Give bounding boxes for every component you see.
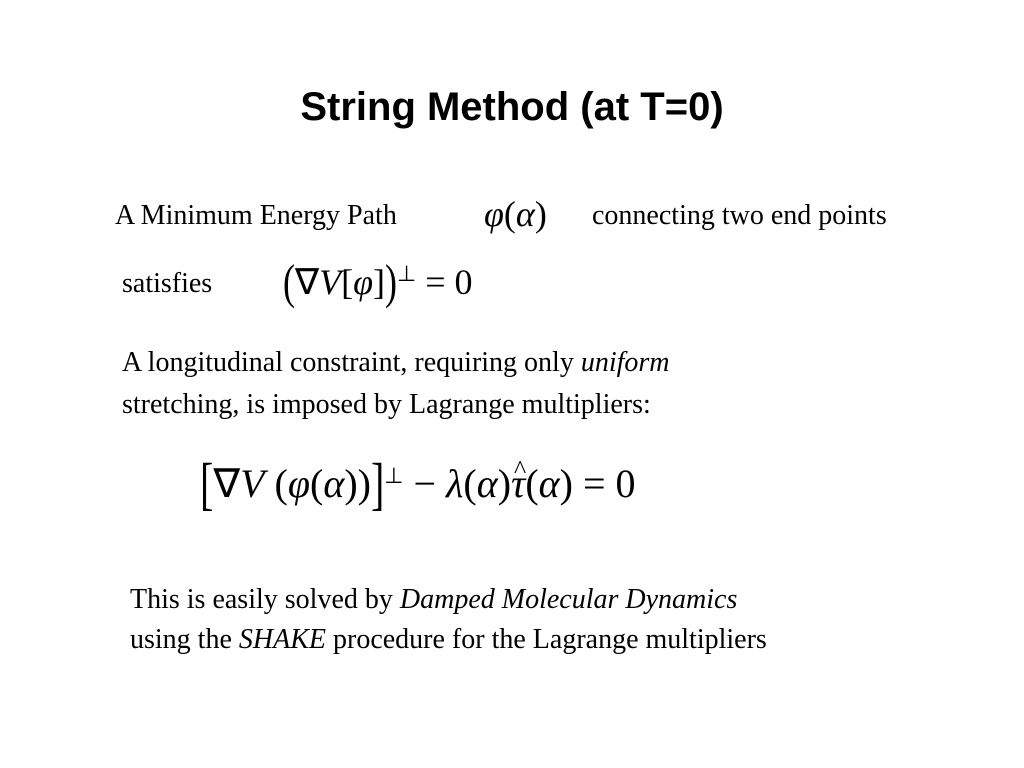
slide-title: String Method (at T=0): [300, 85, 724, 129]
mep-label: A Minimum Energy Path: [115, 200, 397, 231]
using-text: using the: [130, 624, 239, 655]
constrained-equation: [∇V (φ(α))]⊥ − λ(α)^ τ(α) = 0: [200, 456, 636, 512]
solution-line-2: [130, 620, 767, 660]
damped-md-emphasis: Damped Molecular Dynamics: [399, 584, 738, 615]
connecting-text: connecting two end points: [592, 200, 887, 231]
constraint-line-2: stretching, is imposed by Lagrange multipliers:: [122, 389, 651, 420]
procedure-text: procedure for the Lagrange multipliers: [326, 624, 767, 655]
shake-emphasis: SHAKE: [238, 624, 326, 655]
uniform-emphasis: uniform: [580, 347, 670, 378]
solution-text: This is easily solved by: [130, 584, 400, 615]
solution-line-1: [130, 580, 737, 620]
constraint-line-1: [122, 343, 670, 383]
constraint-text: A longitudinal constraint, requiring only: [122, 347, 581, 378]
path-formula: φ(α): [484, 194, 547, 234]
mep-condition-formula: (∇V[φ])⊥ = 0: [283, 255, 473, 309]
satisfies-label: satisfies: [122, 268, 213, 299]
